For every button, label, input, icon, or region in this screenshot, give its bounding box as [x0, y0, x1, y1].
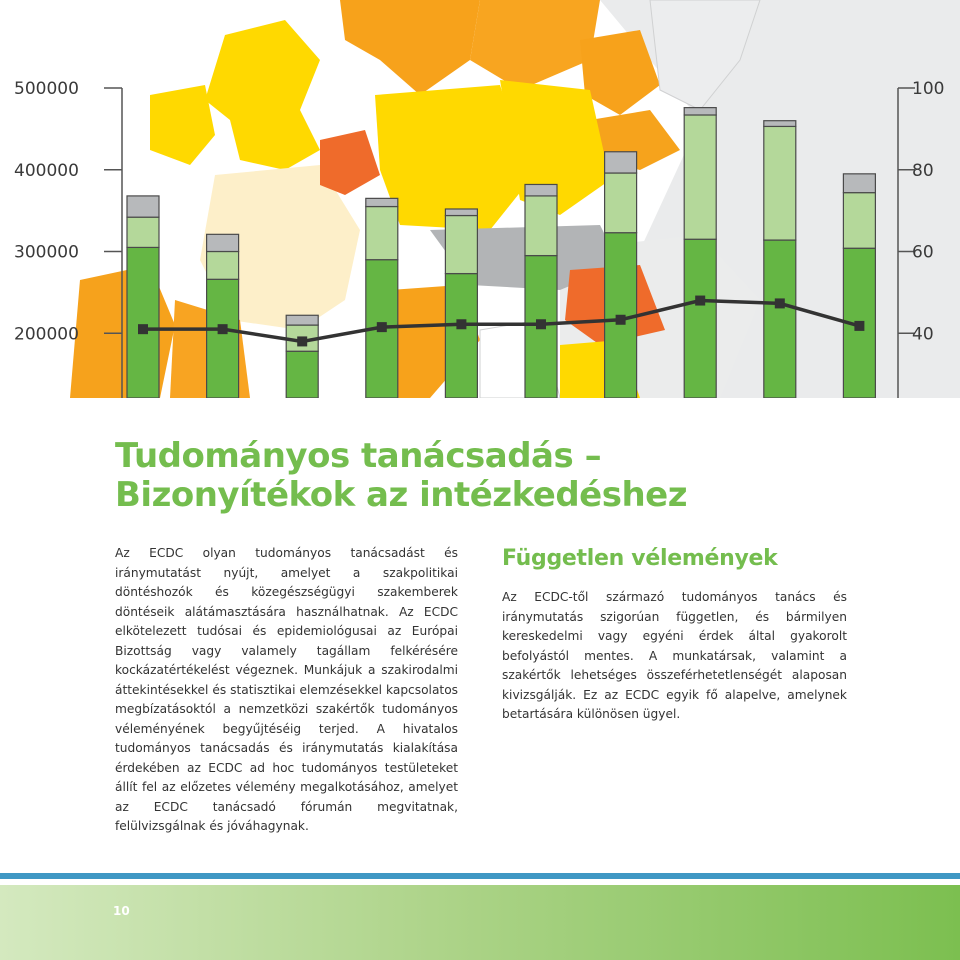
bar-segment: [207, 279, 239, 398]
bar-segment: [366, 198, 398, 206]
bar-segment: [445, 216, 477, 274]
line-marker: [377, 322, 387, 332]
bar-segment: [525, 184, 557, 195]
left-axis-tick-label: 300000: [14, 242, 79, 263]
line-marker: [297, 336, 307, 346]
footer-blue-stripe: [0, 873, 960, 879]
left-axis-tick-label: 500000: [14, 79, 79, 99]
bar-segment: [843, 174, 875, 193]
line-marker: [218, 324, 228, 334]
bar-segment: [127, 247, 159, 398]
line-marker: [456, 319, 466, 329]
bar-segment: [764, 121, 796, 127]
bar-segment: [684, 108, 716, 115]
bar-segment: [684, 239, 716, 398]
bar-segment: [127, 217, 159, 247]
page-title: [115, 437, 915, 515]
left-axis-tick-label: 200000: [14, 324, 79, 345]
bar-segment: [286, 351, 318, 398]
right-column-paragraph: Az ECDC-től származó tudományos tanács és iránymutatás szigorúan független, és bármilyen kereskedelmi vagy egyéni érdek által gyakorolt befolyástól mentes. A munkatársak, valamint a szakértők lehetséges összeférhetetlenségét alaposan kivizsgálják. Ez az ECDC egyik fő alapelve, amelynek betartására különösen ügyel.: [502, 590, 847, 721]
bar-segment: [445, 209, 477, 216]
right-axis-tick-label: 60: [912, 242, 934, 263]
line-marker: [616, 315, 626, 325]
hero-chart: [0, 0, 960, 398]
right-axis-tick-label: 80: [912, 160, 934, 181]
line-marker: [138, 324, 148, 334]
bar-segment: [127, 196, 159, 217]
bar-segment: [445, 274, 477, 398]
page-number: 10: [113, 904, 130, 918]
right-axis-tick-label: 40: [912, 324, 934, 345]
line-marker: [775, 298, 785, 308]
bar-segment: [286, 315, 318, 325]
page-title-line-2: Bizonyítékok az intézkedéshez: [115, 475, 688, 515]
bar-segment: [684, 115, 716, 239]
bar-segment: [843, 193, 875, 249]
bar-segment: [207, 252, 239, 280]
bar-segment: [764, 126, 796, 240]
bar-segment: [366, 207, 398, 260]
bar-segment: [605, 173, 637, 233]
line-marker: [854, 321, 864, 331]
page-title-line-1: Tudományos tanácsadás –: [115, 436, 602, 476]
right-axis-tick-label: 100: [912, 79, 945, 99]
bar-segment: [764, 240, 796, 398]
line-marker: [536, 319, 546, 329]
hero-image: [0, 0, 960, 398]
section-heading: Független vélemények: [502, 546, 778, 571]
bar-segment: [605, 152, 637, 173]
bar-segment: [207, 234, 239, 251]
bar-segment: [525, 196, 557, 256]
left-column-paragraph: Az ECDC olyan tudományos tanácsadást és iránymutatást nyújt, amelyet a szakpolitikai döntéshozók és közegészségügyi szakemberek döntéseik alátámasztására használhatnak. Az ECDC elkötelezett tudósai és epidemiológusai az Európai Bizottság vagy valamely tagállam felkérésére kockázatértékelést végeznek. Munkájuk a szakirodalmi áttekintésekkel és statisztikai elemzésekkel kapcsolatos megbízatásoktól a nemzetközi szakértők tudományos véleményének begyűjtéséig terjed. A hivatalos tudományos tanácsadás és iránymutatás kialakítása érdekében az ECDC ad hoc tudományos testületeket állít fel az előzetes vélemény megalkotásához, amelyet az ECDC tanácsadó fórumán megvitatnak, felülvizsgálnak és jóváhagynak.: [115, 546, 458, 833]
footer-green-band: [0, 885, 960, 960]
line-marker: [695, 296, 705, 306]
left-axis-tick-label: 400000: [14, 160, 79, 181]
